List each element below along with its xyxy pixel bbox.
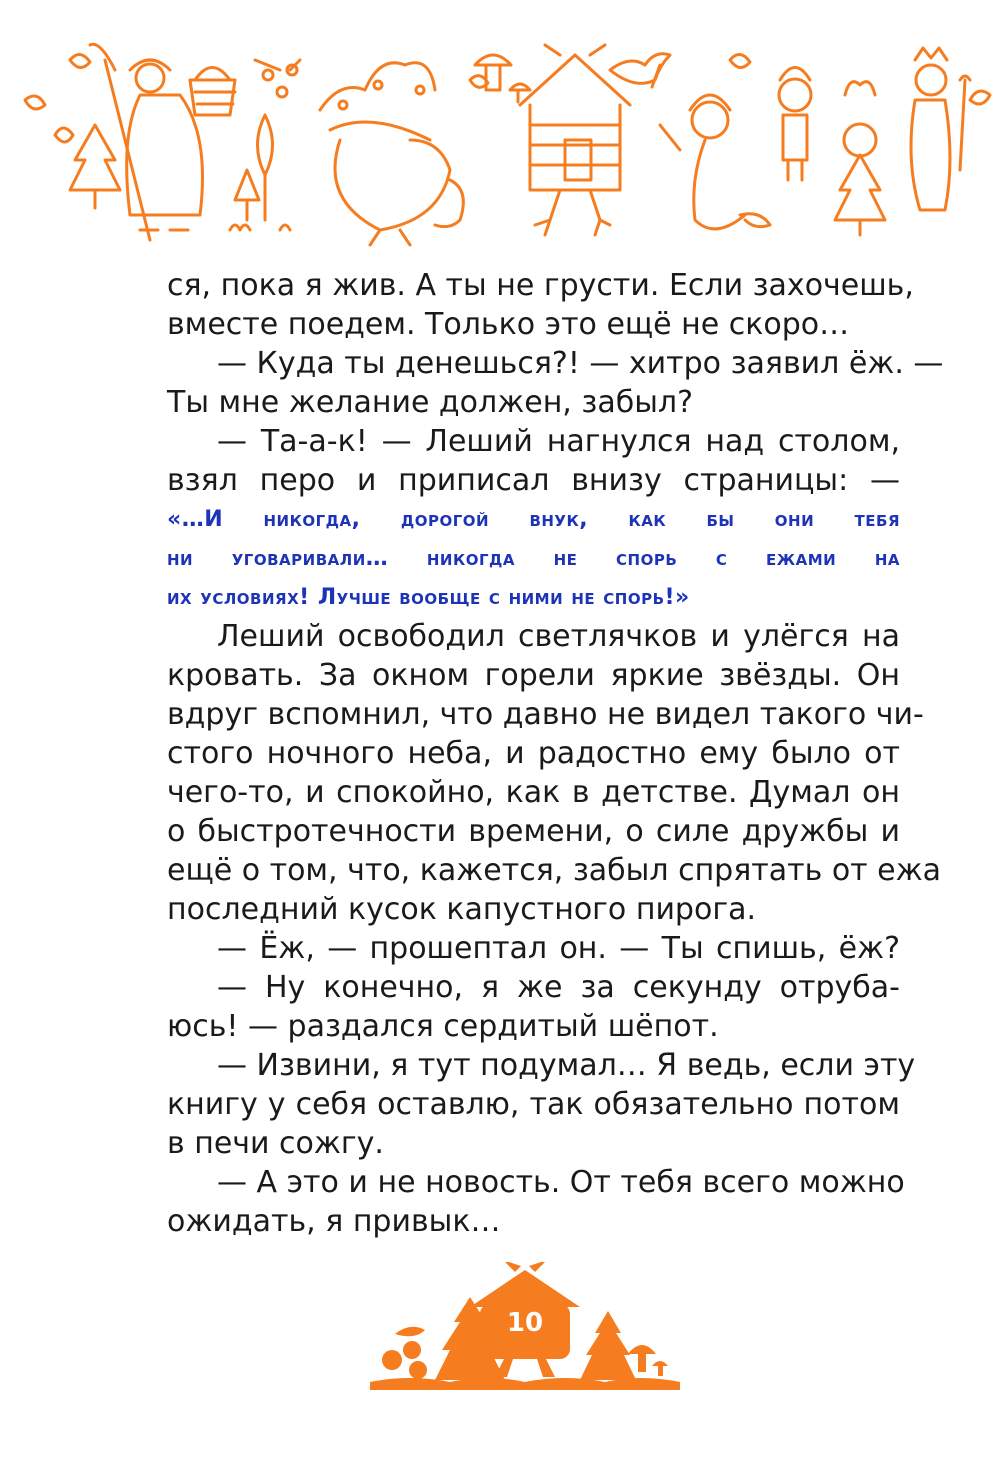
quote-line: «…И никогда, дорогой внук, как бы они тебя (167, 507, 900, 532)
text-line: — А это и не новость. От тебя всего можно (217, 1165, 905, 1200)
text-line: ожидать, я привык… (167, 1204, 501, 1239)
king-figure-icon (911, 48, 970, 210)
text-line: — Ну конечно, я же за секунду отруба- (217, 970, 900, 1005)
text-line: чего-то, и спокойно, как в детстве. Думал он (167, 775, 900, 810)
text-line: Леший освободил светлячков и улёгся на (217, 619, 900, 654)
text-line: — Ёж, — прошептал он. — Ты спишь, ёж? (217, 931, 900, 966)
text-line: — Та-а-к! — Леший нагнулся над столом, (217, 424, 900, 459)
text-line: в печи сожгу. (167, 1126, 384, 1161)
text-line: ся, пока я жив. А ты не грусти. Если захочешь, (167, 268, 914, 303)
text-line: юсь! — раздался сердитый шёпот. (167, 1009, 719, 1044)
text-line: последний кусок капустного пирога. (167, 892, 757, 927)
gnome-icon (779, 68, 811, 181)
text-line: Ты мне желание должен, забыл? (167, 385, 693, 420)
text-line: взял перо и приписал внизу страницы: — (167, 463, 900, 498)
dragon-icon (320, 63, 463, 245)
quote-line: их условиях! Лучше вообще с ними не спорь!» (167, 585, 690, 610)
mushroom-icon (628, 1345, 668, 1376)
quote-line: ни уговаривали… никогда не спорь с ежами на (167, 546, 900, 571)
basket-icon (190, 68, 235, 116)
crow-icon (610, 54, 670, 87)
text-line: вместе поедем. Только это ещё не скоро… (167, 307, 850, 342)
fir-tree-right-icon (580, 1311, 636, 1380)
text-line: — Извини, я тут подумал… Я ведь, если эту (217, 1048, 916, 1083)
text-line: — Куда ты денешься?! — хитро заявил ёж. — (217, 346, 944, 381)
kolobok-icon (844, 124, 876, 156)
text-line: о быстротечности времени, о силе дружбы и (167, 814, 900, 849)
header-illustration (0, 0, 1000, 260)
text-line: ещё о том, что, кажется, забыл спрятать от ежа (167, 853, 942, 888)
text-line: кровать. За окном горели яркие звёзды. Он (167, 658, 900, 693)
text-line: стого ночного неба, и радостно ему было от (167, 736, 900, 771)
fir-tree-icon (70, 125, 120, 208)
berries-icon (382, 1327, 427, 1379)
witch-figure-icon (90, 44, 203, 240)
story-text (167, 266, 944, 1241)
text-line: книгу у себя оставлю, так обязательно потом (167, 1087, 900, 1122)
page-number: 10 (506, 1308, 544, 1338)
fir-tree-right-icon (835, 155, 885, 235)
mermaid-icon (660, 95, 770, 229)
text-line: вдруг вспомнил, что давно не видел такого чи- (167, 697, 924, 732)
